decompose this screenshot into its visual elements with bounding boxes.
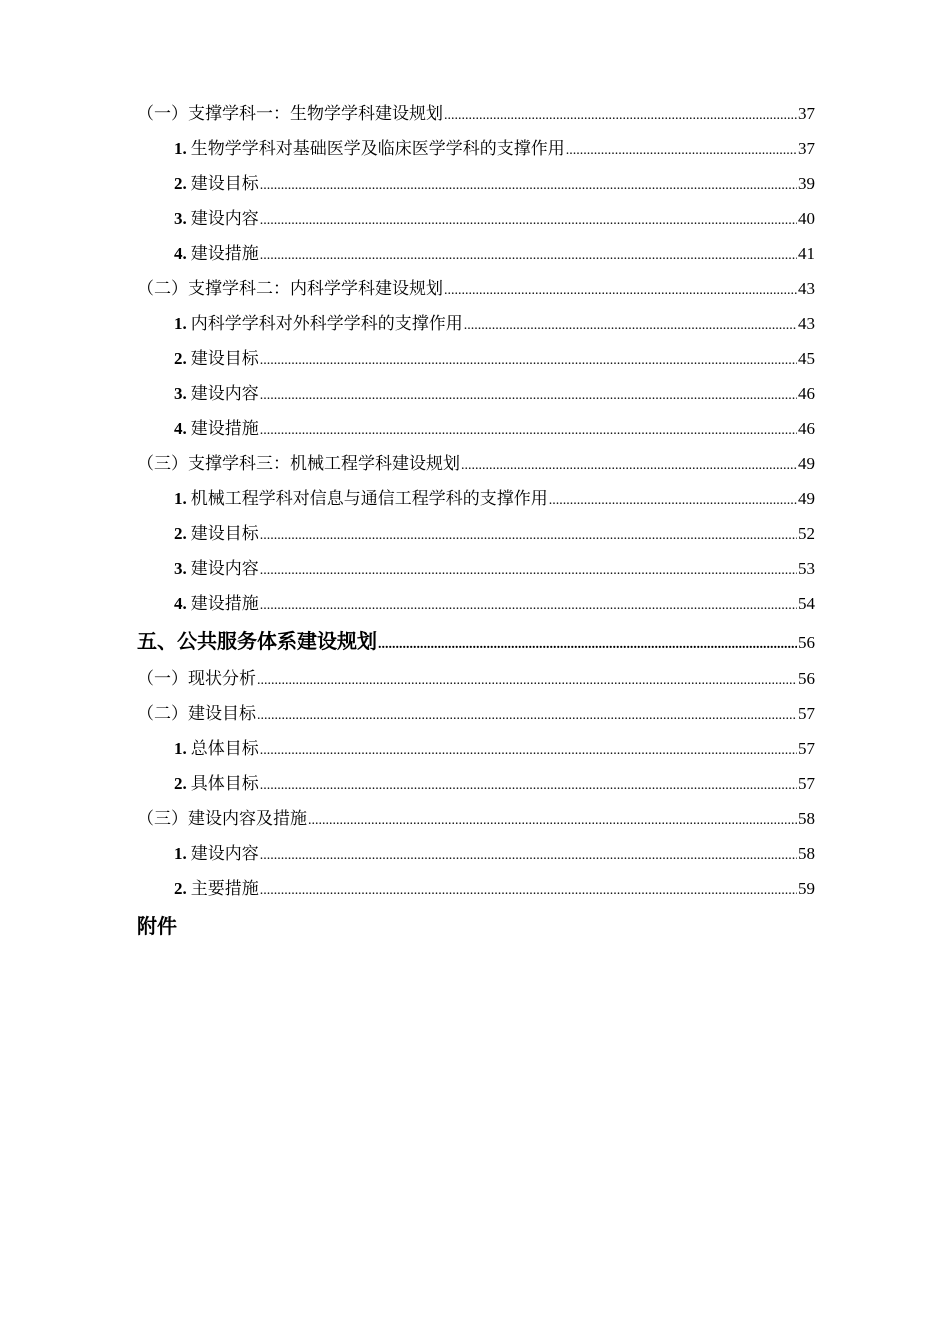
toc-entry-number: 1. [174,139,187,158]
toc-entry-label [137,272,443,307]
toc-entry-number: 3. [174,209,187,228]
dot-leader [308,803,797,838]
toc-entry-number: 2. [174,174,187,193]
toc-entry-number: 3. [174,384,187,403]
toc-entry-page-number: 57 [798,739,815,758]
toc-entry-page-number: 37 [798,104,815,123]
dot-leader [260,238,797,273]
toc-entry[interactable] [137,836,815,871]
table-of-contents [137,96,815,946]
toc-entry-number: 1. [174,314,187,333]
dot-leader [378,625,797,665]
toc-entry-page-number: 43 [798,314,815,333]
toc-entry-title: 建设内容 [190,209,259,229]
toc-entry-page-number: 57 [798,704,815,723]
toc-entry-title: （二）建设目标 [137,704,256,724]
dot-leader [260,733,797,768]
toc-entry-title: （一）现状分析 [137,669,256,689]
toc-entry-label [174,731,259,767]
toc-entry[interactable] [137,621,815,661]
dot-leader [260,838,797,873]
toc-entry[interactable] [137,166,815,201]
toc-entry-title: 机械工程学科对信息与通信工程学科的支撑作用 [190,489,548,509]
toc-entry-label [174,236,259,272]
dot-leader [464,308,797,343]
toc-entry-title: 内科学学科对外科学学科的支撑作用 [190,314,463,334]
toc-entry[interactable] [137,696,815,731]
dot-leader [257,663,797,698]
toc-entry-title: 建设内容 [190,844,259,864]
toc-entry-label [137,621,377,661]
toc-entry-number: 4. [174,244,187,263]
toc-entry-page-number: 37 [798,139,815,158]
dot-leader [260,343,797,378]
toc-entry-label [174,551,259,587]
toc-entry[interactable] [137,201,815,236]
toc-entry-title: （三）支撑学科三：机械工程学科建设规划 [137,454,460,474]
toc-entry-title: 建设目标 [190,524,259,544]
toc-entry-page-number: 49 [798,454,815,473]
toc-entry-page-number: 46 [798,384,815,403]
toc-entry[interactable] [137,271,815,306]
toc-entry[interactable] [137,766,815,801]
toc-entry-label [174,836,259,872]
toc-entry-number: 1. [174,844,187,863]
toc-entry-number: 4. [174,419,187,438]
toc-entry-title: 具体目标 [190,774,259,794]
toc-entry-page-number: 52 [798,524,815,543]
toc-entry-number: 4. [174,594,187,613]
toc-entry[interactable] [137,236,815,271]
toc-entry-label [174,341,259,377]
toc-entry-page-number: 59 [798,879,815,898]
toc-entry[interactable] [137,731,815,766]
toc-entry-label [174,516,259,552]
toc-entry-title: 五、公共服务体系建设规划 [137,629,377,653]
dot-leader [260,873,797,908]
toc-entry-label [174,131,565,167]
toc-entry-label [174,201,259,237]
dot-leader [444,273,797,308]
dot-leader [260,378,797,413]
dot-leader [260,588,797,623]
toc-entry[interactable] [137,801,815,836]
toc-entry-page-number: 56 [798,669,815,688]
toc-entry-number: 1. [174,489,187,508]
toc-entry[interactable] [137,376,815,411]
toc-entry-page-number: 43 [798,279,815,298]
toc-entry[interactable] [137,131,815,166]
toc-entry-page-number: 54 [798,594,815,613]
toc-entry[interactable] [137,661,815,696]
toc-entry-number: 2. [174,349,187,368]
toc-entry[interactable] [137,551,815,586]
toc-entry-label [174,481,548,517]
toc-entry-label [174,411,259,447]
toc-entry-title: 建设内容 [190,384,259,404]
toc-entry[interactable] [137,341,815,376]
toc-entry-title: 建设措施 [190,244,259,264]
toc-entry-page-number: 46 [798,419,815,438]
dot-leader [444,98,797,133]
toc-entries [137,96,815,906]
toc-entry-page-number: 58 [798,809,815,828]
toc-entry-label [137,697,256,732]
toc-entry[interactable] [137,516,815,551]
toc-entry-page-number: 45 [798,349,815,368]
toc-entry-page-number: 53 [798,559,815,578]
toc-entry-label [174,306,463,342]
toc-entry-label [174,586,259,622]
toc-entry-page-number: 39 [798,174,815,193]
toc-entry-title: 建设措施 [190,419,259,439]
toc-entry-label [174,871,259,907]
dot-leader [549,483,797,518]
toc-entry-number: 2. [174,524,187,543]
toc-entry-title: （三）建设内容及措施 [137,809,307,829]
toc-entry-label [174,166,259,202]
toc-entry[interactable] [137,306,815,341]
toc-entry-number: 2. [174,774,187,793]
toc-entry[interactable] [137,871,815,906]
dot-leader [260,168,797,203]
toc-entry-title: 建设目标 [190,174,259,194]
toc-entry-label [137,447,460,482]
toc-entry-page-number: 40 [798,209,815,228]
toc-entry-label [174,376,259,412]
toc-entry-label [174,766,259,802]
toc-entry-page-number: 41 [798,244,815,263]
dot-leader [260,768,797,803]
dot-leader [260,413,797,448]
toc-entry-page-number: 49 [798,489,815,508]
toc-entry-title: （二）支撑学科二：内科学学科建设规划 [137,279,443,299]
appendix-heading[interactable]: 附件 [137,914,177,938]
dot-leader [461,448,797,483]
toc-entry-title: 建设措施 [190,594,259,614]
toc-entry[interactable] [137,481,815,516]
toc-entry[interactable] [137,411,815,446]
toc-entry-number: 1. [174,739,187,758]
dot-leader [260,553,797,588]
toc-entry-title: 建设内容 [190,559,259,579]
dot-leader [260,203,797,238]
toc-entry-title: 建设目标 [190,349,259,369]
toc-entry-title: 主要措施 [190,879,259,899]
toc-entry[interactable] [137,446,815,481]
toc-entry-label [137,662,256,697]
toc-entry-title: （一）支撑学科一：生物学学科建设规划 [137,104,443,124]
toc-entry-page-number: 57 [798,774,815,793]
toc-entry-page-number: 56 [798,633,815,652]
toc-entry-label [137,802,307,837]
toc-entry-title: 总体目标 [190,739,259,759]
toc-entry-page-number: 58 [798,844,815,863]
dot-leader [257,698,797,733]
dot-leader [260,518,797,553]
toc-entry-number: 2. [174,879,187,898]
toc-entry-number: 3. [174,559,187,578]
toc-entry[interactable] [137,586,815,621]
toc-entry[interactable] [137,96,815,131]
dot-leader [566,133,797,168]
toc-entry-label [137,97,443,132]
toc-entry-title: 生物学学科对基础医学及临床医学学科的支撑作用 [190,139,565,159]
